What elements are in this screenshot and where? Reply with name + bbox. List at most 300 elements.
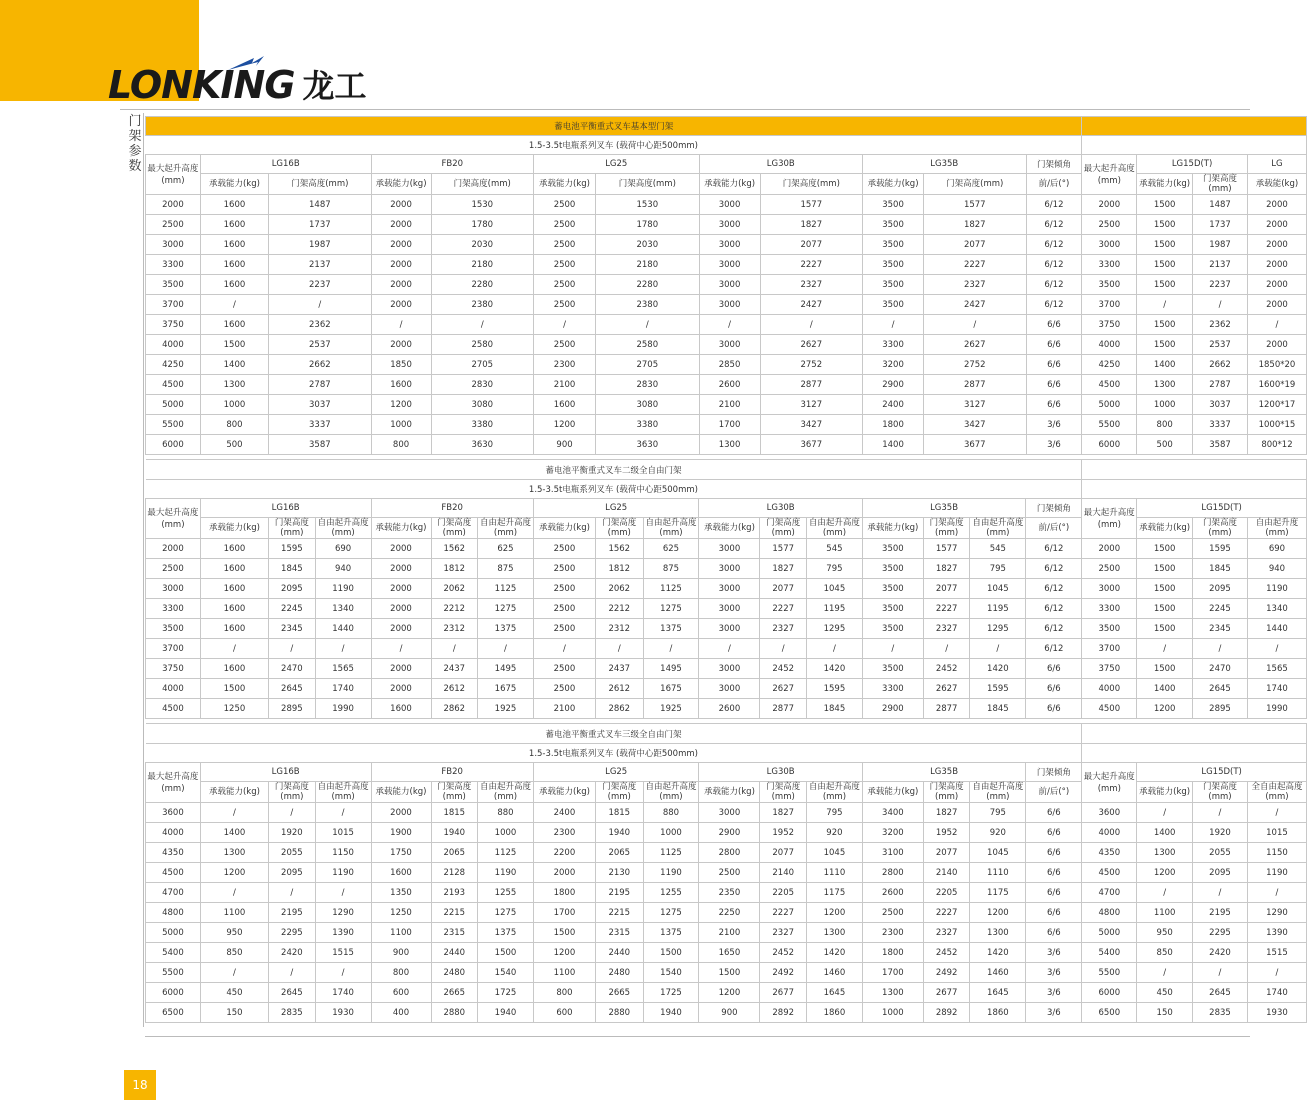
table-cell: 2362 [1193, 315, 1248, 335]
table-cell: 1645 [806, 983, 862, 1003]
model-header-row [146, 155, 1307, 174]
table-cell: 1987 [269, 235, 371, 255]
table-banner-row [146, 460, 1307, 480]
table-cell: 2500 [533, 195, 595, 215]
table-cell: 1725 [643, 983, 699, 1003]
capacity-header: 承载能力(kg) [862, 518, 923, 539]
table-cell: 2500 [862, 903, 923, 923]
table-cell: 1400 [863, 435, 924, 455]
free-lift-header: 自由起升度(mm) [1247, 518, 1306, 539]
table-cell: 1700 [862, 963, 923, 983]
table-cell: 4000 [1082, 823, 1137, 843]
table-row [146, 295, 1307, 315]
mast-height-header: 门架高度(mm) [760, 518, 807, 539]
table-cell: 2312 [595, 619, 643, 639]
table-cell: 2437 [595, 659, 643, 679]
table-cell: 2200 [533, 843, 595, 863]
table-cell: 3/6 [1026, 435, 1082, 455]
table-cell: 2665 [431, 983, 478, 1003]
table-cell: 1565 [315, 659, 371, 679]
table-cell: 1827 [923, 559, 970, 579]
table-cell: 4800 [146, 903, 201, 923]
table-row [146, 599, 1307, 619]
table-cell: / [431, 639, 478, 659]
side-section-label: 门架参数 [128, 114, 142, 174]
table-cell: 2612 [431, 679, 478, 699]
table-cell: 3300 [146, 599, 201, 619]
mast-height-header: 门架高度(mm) [1193, 174, 1248, 195]
table-cell: 1812 [431, 559, 478, 579]
table-cell: / [1137, 883, 1193, 903]
table-cell: 2500 [533, 659, 595, 679]
table-cell: 1600 [200, 255, 268, 275]
table-cell: 1530 [431, 195, 533, 215]
table-cell: 5500 [1082, 963, 1137, 983]
table-cell: 1925 [478, 699, 534, 719]
table-cell: 1577 [923, 539, 970, 559]
table-cell: / [371, 315, 431, 335]
table-cell: 1190 [643, 863, 699, 883]
table-cell: 1340 [1247, 599, 1306, 619]
bottom-divider [145, 1036, 1250, 1037]
table-cell: 1200 [200, 863, 268, 883]
table-cell: 2850 [699, 355, 760, 375]
table-cell: 2212 [431, 599, 478, 619]
mast-height-header: 门架高度(mm) [924, 174, 1026, 195]
table-cell: 3000 [699, 599, 760, 619]
free-lift-header: 自由起升高度(mm) [806, 518, 862, 539]
table-cell: 1780 [431, 215, 533, 235]
table-body [146, 195, 1307, 455]
table-cell: / [533, 639, 595, 659]
table-cell: / [1193, 639, 1248, 659]
table-cell: 2600 [862, 883, 923, 903]
table-cell: 6/6 [1026, 315, 1082, 335]
table-subtitle-row [146, 744, 1307, 763]
table-cell: 2677 [923, 983, 970, 1003]
capacity-header: 承载能力(kg) [371, 782, 431, 803]
table-cell: 1000 [1137, 395, 1193, 415]
table-cell: 1100 [533, 963, 595, 983]
table-cell: 2227 [760, 599, 807, 619]
side-divider [143, 113, 144, 1027]
table-cell: / [1247, 803, 1306, 823]
table-cell: 2380 [596, 295, 699, 315]
capacity-header: 承载能力(kg) [200, 518, 268, 539]
page-number: 18 [124, 1070, 156, 1100]
table-cell: 2237 [269, 275, 371, 295]
table-cell: 5400 [1082, 943, 1137, 963]
table-cell: 1500 [1137, 215, 1193, 235]
table-cell: 1190 [478, 863, 534, 883]
model-header: LG15D(T) [1137, 499, 1307, 518]
table-cell: 1600 [200, 539, 268, 559]
table-cell: 1860 [806, 1003, 862, 1023]
table-cell: 2500 [146, 559, 201, 579]
table-cell: 2295 [1193, 923, 1248, 943]
table-cell: 3750 [1082, 659, 1137, 679]
table-cell: 2000 [1247, 235, 1306, 255]
table-cell: 1780 [596, 215, 699, 235]
table-cell: 1375 [643, 619, 699, 639]
table-cell: 2705 [596, 355, 699, 375]
table-cell: 900 [371, 943, 431, 963]
table-cell: 2300 [533, 823, 595, 843]
table-cell: 2500 [533, 559, 595, 579]
table-cell: / [200, 883, 268, 903]
table-cell: 1600 [371, 699, 431, 719]
table-cell: 6/6 [1026, 679, 1082, 699]
table-cell: 6000 [146, 983, 201, 1003]
table-cell: 2452 [923, 659, 970, 679]
table-cell: 2077 [760, 843, 807, 863]
table-cell: 2835 [1193, 1003, 1248, 1023]
table-cell: 3587 [269, 435, 371, 455]
table-row [146, 315, 1307, 335]
table-cell: 2000 [146, 539, 201, 559]
table-cell: 5000 [1082, 395, 1137, 415]
table-cell: 3500 [862, 619, 923, 639]
table-cell: 1275 [478, 903, 534, 923]
capacity-header: 承载能力(kg) [200, 782, 268, 803]
table-cell: 2000 [371, 255, 431, 275]
table-cell: 1300 [200, 375, 268, 395]
table-cell: / [200, 963, 268, 983]
table-cell: 2312 [431, 619, 478, 639]
table-cell: 3500 [863, 295, 924, 315]
table-cell: 1100 [371, 923, 431, 943]
table-cell: 2627 [923, 679, 970, 699]
capacity-header: 承载能力(kg) [699, 174, 760, 195]
table-cell: 1952 [923, 823, 970, 843]
table-cell: 1827 [924, 215, 1026, 235]
table-cell: / [1137, 639, 1193, 659]
capacity-header: 承载能力(kg) [863, 174, 924, 195]
table-cell: / [269, 883, 316, 903]
table-cell: 6500 [1082, 1003, 1137, 1023]
table-cell: / [315, 803, 371, 823]
top-divider [120, 109, 1250, 110]
table-cell: 1940 [595, 823, 643, 843]
capacity-header: 承载能力(kg) [1137, 782, 1193, 803]
table-cell: 2062 [595, 579, 643, 599]
table-cell: 3127 [924, 395, 1026, 415]
table-cell: 1300 [699, 435, 760, 455]
table-cell: 3000 [699, 579, 760, 599]
table-cell: 1750 [371, 843, 431, 863]
table-cell: 2095 [269, 579, 316, 599]
table-cell: 6/12 [1026, 619, 1082, 639]
table-cell: 6/6 [1026, 883, 1082, 903]
mast-height-header: 门架高度(mm) [1193, 782, 1248, 803]
table-cell: 2077 [923, 843, 970, 863]
table-cell: 450 [200, 983, 268, 1003]
table-row [146, 903, 1307, 923]
table-cell: / [595, 639, 643, 659]
table-cell: 1195 [806, 599, 862, 619]
table-cell: 2295 [269, 923, 316, 943]
table-cell: 2627 [924, 335, 1026, 355]
table-banner-row [146, 724, 1307, 744]
table-cell: 1340 [315, 599, 371, 619]
table-cell: 2645 [1193, 983, 1248, 1003]
table-cell: 2500 [533, 539, 595, 559]
table-cell: 1737 [269, 215, 371, 235]
mast-height-header: 门架高度(mm) [595, 518, 643, 539]
table-cell: 2437 [431, 659, 478, 679]
table-cell: 1562 [431, 539, 478, 559]
table-cell: 1987 [1193, 235, 1248, 255]
table-cell: 2280 [596, 275, 699, 295]
table-cell: 1400 [1137, 823, 1193, 843]
capacity-header: 承载能力(kg) [699, 782, 760, 803]
table-cell: 1990 [1247, 699, 1306, 719]
table-cell: 6/6 [1026, 395, 1082, 415]
table-cell: 1495 [643, 659, 699, 679]
model-header: LG25 [533, 499, 699, 518]
table-cell: 2480 [431, 963, 478, 983]
table-cell: 1600 [533, 395, 595, 415]
table-cell: 1500 [1137, 195, 1193, 215]
table-cell: 2000 [371, 235, 431, 255]
table-cell: 1740 [315, 983, 371, 1003]
table-row [146, 215, 1307, 235]
table-cell: / [315, 963, 371, 983]
table-cell: 5500 [146, 415, 201, 435]
table-cell: 1200 [533, 943, 595, 963]
table-cell: 690 [1247, 539, 1306, 559]
model-header: LG30B [699, 763, 862, 782]
table-cell: 2000 [1247, 335, 1306, 355]
table-cell: 2895 [269, 699, 316, 719]
table-cell: 2227 [923, 599, 970, 619]
table-cell: 2440 [595, 943, 643, 963]
table-cell: 1487 [1193, 195, 1248, 215]
table-cell: 800 [533, 983, 595, 1003]
table-cell: 2600 [699, 375, 760, 395]
two-stage-mast-table [145, 459, 1307, 719]
table-cell: 2470 [1193, 659, 1248, 679]
table-cell: 3000 [146, 235, 201, 255]
mast-height-header: 门架高度(mm) [269, 782, 316, 803]
table-cell: 2662 [269, 355, 371, 375]
table-cell: 3080 [596, 395, 699, 415]
table-cell: 1600 [200, 315, 268, 335]
table-cell: 2427 [924, 295, 1026, 315]
table-cell: 3750 [1082, 315, 1137, 335]
capacity-header: 承载能力(kg) [533, 518, 595, 539]
table-cell: 1045 [806, 843, 862, 863]
table-banner: 蓄电池平衡重式叉车二级全自由门架 [146, 460, 1082, 480]
table-cell: 2665 [595, 983, 643, 1003]
table-cell: 795 [806, 559, 862, 579]
table-cell: / [1247, 883, 1306, 903]
table-cell: 2362 [269, 315, 371, 335]
table-subtitle-row [146, 480, 1307, 499]
table-cell: 6/12 [1026, 275, 1082, 295]
table-cell: 2500 [533, 295, 595, 315]
table-cell: 3080 [431, 395, 533, 415]
table-cell: 2500 [533, 235, 595, 255]
table-cell: / [269, 295, 371, 315]
table-cell: 3100 [862, 843, 923, 863]
table-cell: 1200*17 [1247, 395, 1306, 415]
table-cell: 4000 [146, 679, 201, 699]
table-cell: 1400 [200, 823, 268, 843]
table-body [146, 803, 1307, 1023]
table-cell: 3000 [699, 679, 760, 699]
table-cell: 1700 [533, 903, 595, 923]
table-cell: 2787 [1193, 375, 1248, 395]
capacity-header: 承载能力(kg) [533, 174, 595, 195]
table-cell: 2677 [760, 983, 807, 1003]
table-cell: 2077 [923, 579, 970, 599]
table-banner: 蓄电池平衡重式叉车基本型门架 [146, 117, 1082, 136]
table-cell: 1540 [478, 963, 534, 983]
table-row [146, 983, 1307, 1003]
table-cell: 850 [1137, 943, 1193, 963]
table-cell: 6/12 [1026, 195, 1082, 215]
tilt-header: 门架倾角 [1026, 499, 1082, 518]
table-cell: 2900 [863, 375, 924, 395]
table-cell: 1420 [970, 943, 1026, 963]
table-cell: 1925 [643, 699, 699, 719]
table-cell: 1600*19 [1247, 375, 1306, 395]
table-cell: 4000 [1082, 335, 1137, 355]
table-cell: 1500 [1137, 539, 1193, 559]
table-cell: 2500 [533, 215, 595, 235]
table-cell: 795 [970, 803, 1026, 823]
table-cell: 6/6 [1026, 335, 1082, 355]
table-cell: 2600 [699, 699, 760, 719]
table-cell: 2892 [923, 1003, 970, 1023]
table-cell: 1700 [699, 415, 760, 435]
table-cell: / [862, 639, 923, 659]
table-cell: 1190 [315, 863, 371, 883]
table-cell: 2537 [269, 335, 371, 355]
table-cell: 1275 [478, 599, 534, 619]
table-cell: 1600 [371, 375, 431, 395]
table-cell: 1015 [315, 823, 371, 843]
table-cell: 3300 [1082, 599, 1137, 619]
table-cell: 1600 [200, 235, 268, 255]
table-cell: 1255 [478, 883, 534, 903]
table-cell: 5000 [146, 923, 201, 943]
table-cell: 2787 [269, 375, 371, 395]
table-cell: 1190 [315, 579, 371, 599]
table-cell: 2420 [269, 943, 316, 963]
table-cell: 6/12 [1026, 295, 1082, 315]
table-cell: 2195 [595, 883, 643, 903]
table-cell: 1515 [315, 943, 371, 963]
table-row [146, 435, 1307, 455]
table-cell: 940 [1247, 559, 1306, 579]
table-cell: 2095 [269, 863, 316, 883]
table-cell: 4500 [1082, 863, 1137, 883]
model-header: LG30B [699, 499, 862, 518]
table-cell: 900 [699, 1003, 760, 1023]
table-cell: 3587 [1193, 435, 1248, 455]
table-cell: 2128 [431, 863, 478, 883]
table-cell: 2000 [371, 619, 431, 639]
table-cell: 2400 [533, 803, 595, 823]
table-cell: 2100 [533, 699, 595, 719]
model-header: LG35B [863, 155, 1026, 174]
capacity-header: 承载能力(kg) [699, 518, 760, 539]
table-cell: 1600 [200, 195, 268, 215]
table-cell: 2645 [269, 679, 316, 699]
mast-height-header: 门架高度(mm) [595, 782, 643, 803]
table-cell: / [1193, 883, 1248, 903]
table-cell: / [760, 315, 862, 335]
table-row [146, 195, 1307, 215]
table-cell: 1500 [533, 923, 595, 943]
table-cell: 2000 [1247, 295, 1306, 315]
table-cell: 3500 [863, 195, 924, 215]
table-cell: 2000 [371, 679, 431, 699]
table-cell: 545 [970, 539, 1026, 559]
table-cell: 2250 [699, 903, 760, 923]
table-cell: 600 [371, 983, 431, 1003]
table-cell: 1740 [1247, 679, 1306, 699]
table-cell: / [1193, 295, 1248, 315]
table-cell: / [371, 639, 431, 659]
table-cell: 2900 [699, 823, 760, 843]
table-cell: 6/12 [1026, 639, 1082, 659]
tilt-sub-header: 前/后(°) [1026, 174, 1082, 195]
model-header-row [146, 763, 1307, 782]
table-row [146, 823, 1307, 843]
model-header: LG15D(T) [1137, 155, 1248, 174]
max-lift-header: 最大起升高度(mm) [146, 155, 201, 195]
table-cell: 2000 [371, 215, 431, 235]
table-row [146, 335, 1307, 355]
table-row [146, 639, 1307, 659]
table-cell: 880 [643, 803, 699, 823]
table-cell: 795 [970, 559, 1026, 579]
tilt-sub-header: 前/后(°) [1026, 518, 1082, 539]
table-cell: 3000 [699, 335, 760, 355]
capacity-header: 承载能力(kg) [1137, 174, 1193, 195]
table-cell: 3000 [699, 195, 760, 215]
model-header: LG16B [200, 155, 371, 174]
table-banner-row [146, 117, 1307, 136]
table-cell: 1290 [315, 903, 371, 923]
table-cell: 2095 [1193, 579, 1248, 599]
basic-mast-table [145, 116, 1307, 455]
mast-height-header: 门架高度(mm) [923, 518, 970, 539]
table-cell: 2000 [1082, 195, 1137, 215]
table-cell: 1390 [315, 923, 371, 943]
table-cell: 1400 [1137, 679, 1193, 699]
free-lift-header: 自由起升高度(mm) [643, 518, 699, 539]
table-cell: 1595 [1193, 539, 1248, 559]
table-cell: 3500 [862, 579, 923, 599]
table-cell: 3427 [760, 415, 862, 435]
table-cell: 3300 [1082, 255, 1137, 275]
table-cell: 2877 [760, 375, 862, 395]
table-cell: 4800 [1082, 903, 1137, 923]
table-cell: / [1193, 803, 1248, 823]
table-cell: / [200, 295, 268, 315]
table-cell: 2000 [371, 803, 431, 823]
table-subtitle: 1.5-3.5t电瓶系列叉车 (载荷中心距500mm) [146, 136, 1082, 155]
table-cell: 1725 [478, 983, 534, 1003]
table-cell: 1800 [533, 883, 595, 903]
table-cell: 3500 [146, 619, 201, 639]
table-cell: 6/6 [1026, 863, 1082, 883]
table-cell: 1600 [371, 863, 431, 883]
